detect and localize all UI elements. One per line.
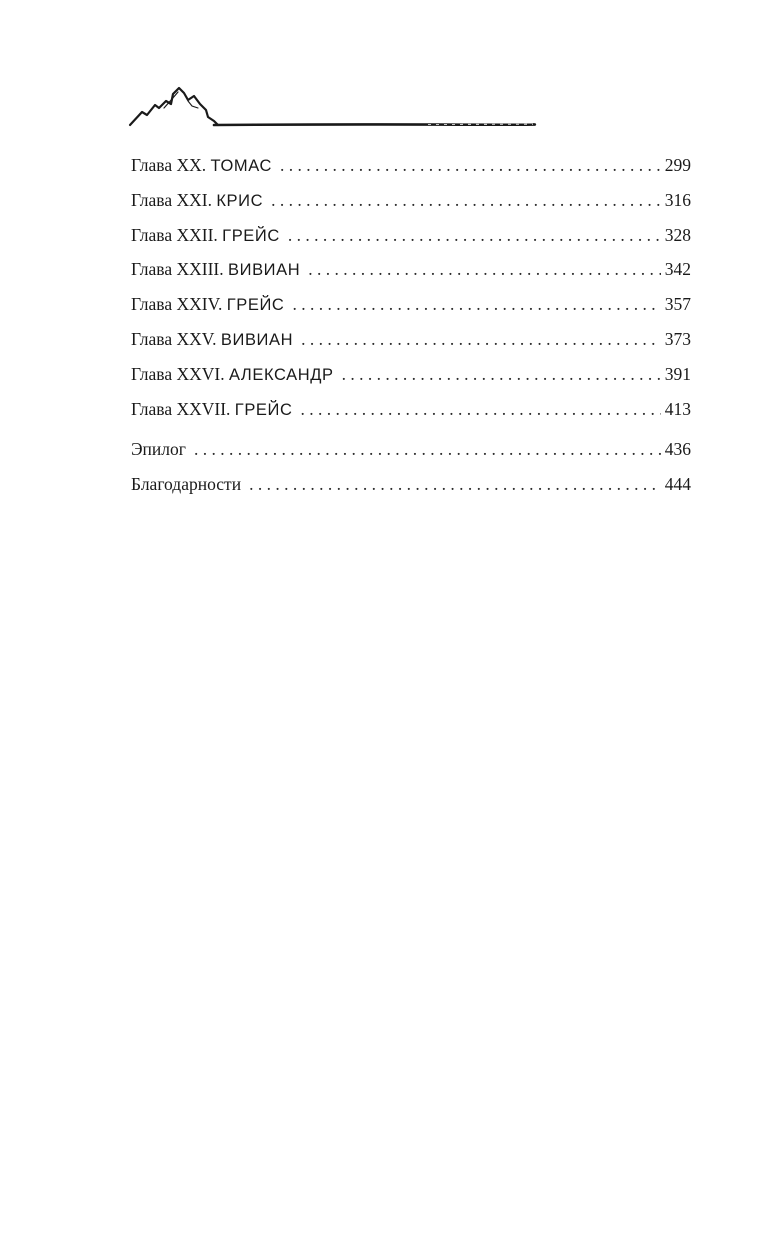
toc-entry-chapter-22[interactable] — [131, 218, 691, 253]
toc-entry-chapter-20[interactable] — [131, 148, 691, 183]
dot-leader — [308, 252, 660, 287]
toc-entry-chapter-23[interactable] — [131, 252, 691, 287]
toc-entry-label — [131, 218, 280, 254]
page-number: 413 — [664, 398, 691, 419]
chapter-name: ГРЕЙС — [234, 400, 293, 419]
chapter-prefix: Глава XXII. — [131, 224, 218, 245]
chapter-name: КРИС — [216, 191, 264, 210]
toc-entry-chapter-25[interactable] — [131, 322, 691, 357]
chapter-prefix: Глава XXVI. — [131, 363, 225, 384]
page-number: 342 — [664, 259, 691, 280]
chapter-prefix: Глава XXVII. — [131, 398, 231, 419]
page-number: 391 — [664, 363, 691, 384]
chapter-prefix: Глава XXI. — [131, 189, 212, 210]
dot-leader — [249, 467, 661, 502]
mountain-range-icon — [128, 84, 538, 130]
page-number: 316 — [664, 189, 691, 210]
chapter-name: АЛЕКСАНДР — [228, 365, 334, 384]
toc-entry-label — [131, 322, 293, 358]
page-number: 299 — [664, 155, 691, 175]
dot-leader — [288, 218, 661, 253]
toc-entry-chapter-21[interactable] — [131, 183, 691, 218]
chapter-prefix: Глава XXIII. — [131, 259, 224, 280]
chapter-prefix: Глава XX. — [131, 155, 207, 175]
toc-entry-label: Благодарности — [131, 474, 242, 495]
toc-entry-label — [131, 287, 284, 323]
chapter-name: ВИВИАН — [228, 261, 301, 280]
chapter-prefix: Глава XXIV. — [131, 294, 223, 315]
toc-entry-chapter-24[interactable] — [131, 287, 691, 322]
page-number: 328 — [664, 224, 691, 245]
dot-leader — [194, 432, 661, 467]
chapter-name: ТОМАС — [210, 157, 272, 175]
dot-leader — [271, 183, 661, 218]
dot-leader — [292, 287, 660, 322]
toc-entry-chapter-27[interactable] — [131, 392, 691, 427]
page-number: 444 — [664, 474, 691, 495]
toc-entry-label — [131, 357, 334, 393]
chapter-name: ГРЕЙС — [222, 226, 280, 245]
dot-leader — [301, 392, 661, 427]
table-of-contents — [131, 148, 691, 502]
dot-leader — [280, 148, 661, 183]
dot-leader — [342, 357, 661, 392]
toc-entry-label — [131, 148, 272, 184]
toc-entry-label — [131, 183, 263, 219]
chapter-name: ВИВИАН — [220, 330, 294, 349]
toc-entry-chapter-26[interactable] — [131, 357, 691, 392]
chapter-name: ГРЕЙС — [226, 296, 285, 315]
page-number: 436 — [664, 439, 691, 460]
page-number: 357 — [664, 294, 691, 315]
toc-entry-acknowledgements[interactable] — [131, 467, 691, 502]
toc-entry-label — [131, 252, 300, 288]
chapter-prefix: Глава XXV. — [131, 328, 217, 349]
toc-entry-label — [131, 392, 293, 428]
dot-leader — [301, 322, 661, 357]
toc-entry-epilogue[interactable] — [131, 432, 691, 467]
page-number: 373 — [664, 328, 691, 349]
toc-entry-label: Эпилог — [131, 439, 186, 460]
